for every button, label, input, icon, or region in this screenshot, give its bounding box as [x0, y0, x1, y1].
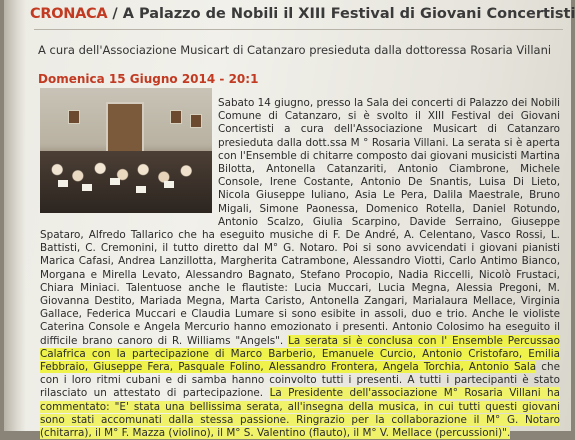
- highlighted-quote: La Presidente dell'associazione M° Rosaria Villani ha commentato: "E' stata una bellissima serata, all'insegna della musica, in cui tutti questi giovani sono stati accomunati dalla stessa passione. Ringrazio per la collaborazione il M° G. Notaro (chitarra), il M° F. Mazza (violino), il M° S. Valentino (flauto), il M° V. Mellace (percussioni)".: [40, 387, 560, 440]
- article-header: [30, 6, 575, 22]
- header-separator: /: [112, 6, 118, 22]
- page-curl-shadow: [4, 0, 26, 431]
- highlighted-passage: La serata si è conclusa con l' Ensemble Percussao Calafrica con la partecipazione di Marco Barberio, Emanuele Curcio, Antonio Cristofaro, Emilia Febbraio, Giuseppe Fera, Pasquale Folino, Alessandro Frontera, Angela Torchia, Antonio Sala: [40, 334, 560, 374]
- article-paragraph: Sabato 14 giugno, presso la Sala dei concerti di Palazzo dei Nobili Comune di Catanzaro, si è svolto il XIII Festival dei Giovani Concertisti a cura dell'Associazione Musicart di Catanzaro presieduta dalla dott.ssa M ° Rosaria Villani. La serata si è aperta con l'Ensemble di chitarre composto dai giovani musicisti Martina Bilotta, Antonella Catanzariti, Antonio Ciambrone, Michele Console, Irene Costante, Antonio De Snantis, Luisa Di Lieto, Nicola Giuseppe Iuliano, Asia Le Pera, Dalila Maestrale, Bruno Migali, Simone Paonessa, Domenico Rotella, Daniel Rotundo, Antonio Scalzo, Giulia Scarpino, Davide Serraino, Giuseppe Spataro, Alfredo Tallarico che ha eseguito musiche di F. De André, A. Celentano, Vasco Rossi, L. Battisti, C. Cremonini, il tutto diretto dal M° G. Notaro. Poi si sono avvicendati i giovani pianisti Marica Cafasi, Andrea Lanzillotta, Margherita Catrambone, Alessandro Viotti, Carlo Antimo Bianco, Morgana e Mirella Levato, Alessandro Bagnato, Stefano Procopio, Nadia Riccelli, Nicolò Frustaci, Chiara Miniaci. Talentuose anche le flautiste: Lucia Muccari, Lucia Megna, Alessia Pregoni, M. Giovanna Destito, Mariada Megna, Marta Caristo, Antonella Zangari, Marialaura Mellace, Virginia Gallace, Federica Muccari e Claudia Lumare si sono esibite in assoli, duo e trio. Anche le violiste Caterina Console e Angela Mercurio hanno emozionato i presenti. Antonio Colosimo ha eseguito il difficile brano canoro di R. Williams "Angels".: [40, 97, 560, 347]
- photo-spacer: [40, 97, 218, 220]
- page-title: A Palazzo de Nobili il XIII Festival di Giovani Concertisti: [122, 6, 575, 22]
- article-dateline: Domenica 15 Giugno 2014 - 20:1: [38, 72, 259, 86]
- header-divider: [34, 29, 563, 30]
- article-body: [40, 97, 560, 440]
- newspaper-clipping: [4, 0, 575, 440]
- article-subtitle: A cura dell'Associazione Musicart di Catanzaro presieduta dalla dottoressa Rosaria Villani: [38, 43, 552, 57]
- article-paragraph: che con i loro ritmi cubani e di samba hanno coinvolto tutti i presenti. A tutti i partecipanti è stato rilasciato un attestato di partecipazione.: [40, 361, 560, 400]
- section-label: CRONACA: [30, 6, 108, 22]
